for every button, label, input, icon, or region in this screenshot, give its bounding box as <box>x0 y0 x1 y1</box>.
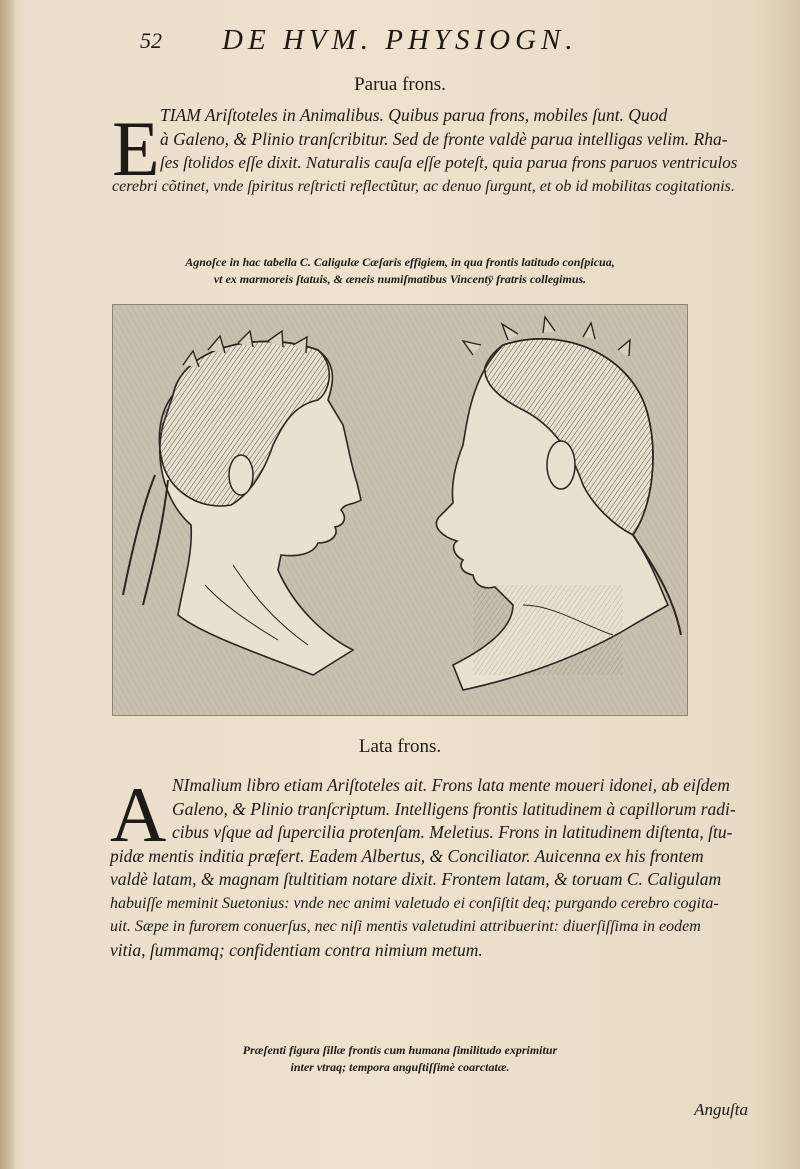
drop-cap-e: E <box>112 105 160 192</box>
paragraph-parua-frons <box>112 104 750 198</box>
page-gutter <box>0 0 14 1169</box>
section-heading-text: Lata frons <box>358 736 437 757</box>
engraving-figure <box>112 304 688 716</box>
para-line: cerebri cõtinet, vnde ſpiritus reſtricti reflectũtur, ac denuo ſurgunt, et ob id mobilitas cogitationis. <box>112 177 735 195</box>
figure-caption-bottom <box>0 1042 800 1076</box>
para-line: habuiſſe meminit Suetonius: vnde nec animi valetudo ei conſiſtit deq; purgando cerebro cogita- <box>110 894 719 912</box>
para-line: vitia, ſummamq; confidentiam contra nimium metum. <box>110 939 483 960</box>
para-line: uit. Sæpe in furorem conuerſus, nec niſi mentis valetudini attribuerint: diuerſiſſima in eodem <box>110 918 701 935</box>
para-line: NImalium libro etiam Ariſtoteles ait. Frons lata mente moueri idonei, ab eiſdem <box>172 775 730 795</box>
paragraph-lata-frons <box>110 771 750 962</box>
caption-line: Præſenti figura ſillæ frontis cum humana ſimilitudo exprimitur <box>242 1043 558 1057</box>
section-heading-parua-frons: Parua frons. <box>354 74 446 95</box>
section-heading-lata-frons: Lata frons. <box>358 736 442 757</box>
para-line: à Galeno, & Plinio tranſcribitur. Sed de fronte valdè parua intelligas velim. Rha- <box>160 128 728 149</box>
figure-caption-top <box>0 254 800 288</box>
para-line: valdè latam, & magnam ſtultitiam notare dixit. Frontem latam, & toruam C. Caligulam <box>110 869 722 889</box>
running-header <box>140 24 660 60</box>
catchword: Anguſta <box>694 1100 748 1119</box>
para-line: ſes ſtolidos eſſe dixit. Naturalis cauſa eſſe poteſt, quia parua frons paruos ventriculos <box>160 153 738 172</box>
caption-line: inter vtraq; tempora anguſtiſſimè coarctatæ. <box>290 1060 510 1074</box>
para-line: TIAM Ariſtoteles in Animalibus. Quibus parua frons, mobiles ſunt. Quod <box>160 105 668 125</box>
running-head-title: DE HVM. PHYSIOGN. <box>222 24 578 56</box>
para-line: pidæ mentis inditia præfert. Eadem Albertus, & Conciliator. Auicenna ex his frontem <box>110 845 704 866</box>
engraving-illustration <box>113 305 687 715</box>
page-number: 52 <box>140 28 162 53</box>
para-line: cibus vſque ad ſupercilia protenſam. Meletius. Frons in latitudinem diſtenta, ſtu- <box>172 822 733 842</box>
drop-cap-a: A <box>110 771 167 858</box>
para-line: Galeno, & Plinio tranſcriptum. Intelligens frontis latitudinem à capillorum radi- <box>172 798 736 819</box>
section-heading-text: Parua frons <box>354 74 442 95</box>
caption-line: vt ex marmoreis ſtatuis, & æneis numiſmatibus Vincentÿ fratris collegimus. <box>213 272 587 286</box>
caption-line: Agnoſce in hac tabella C. Caligulæ Cæſaris effigiem, in qua frontis latitudo conſpicua, <box>185 255 615 269</box>
